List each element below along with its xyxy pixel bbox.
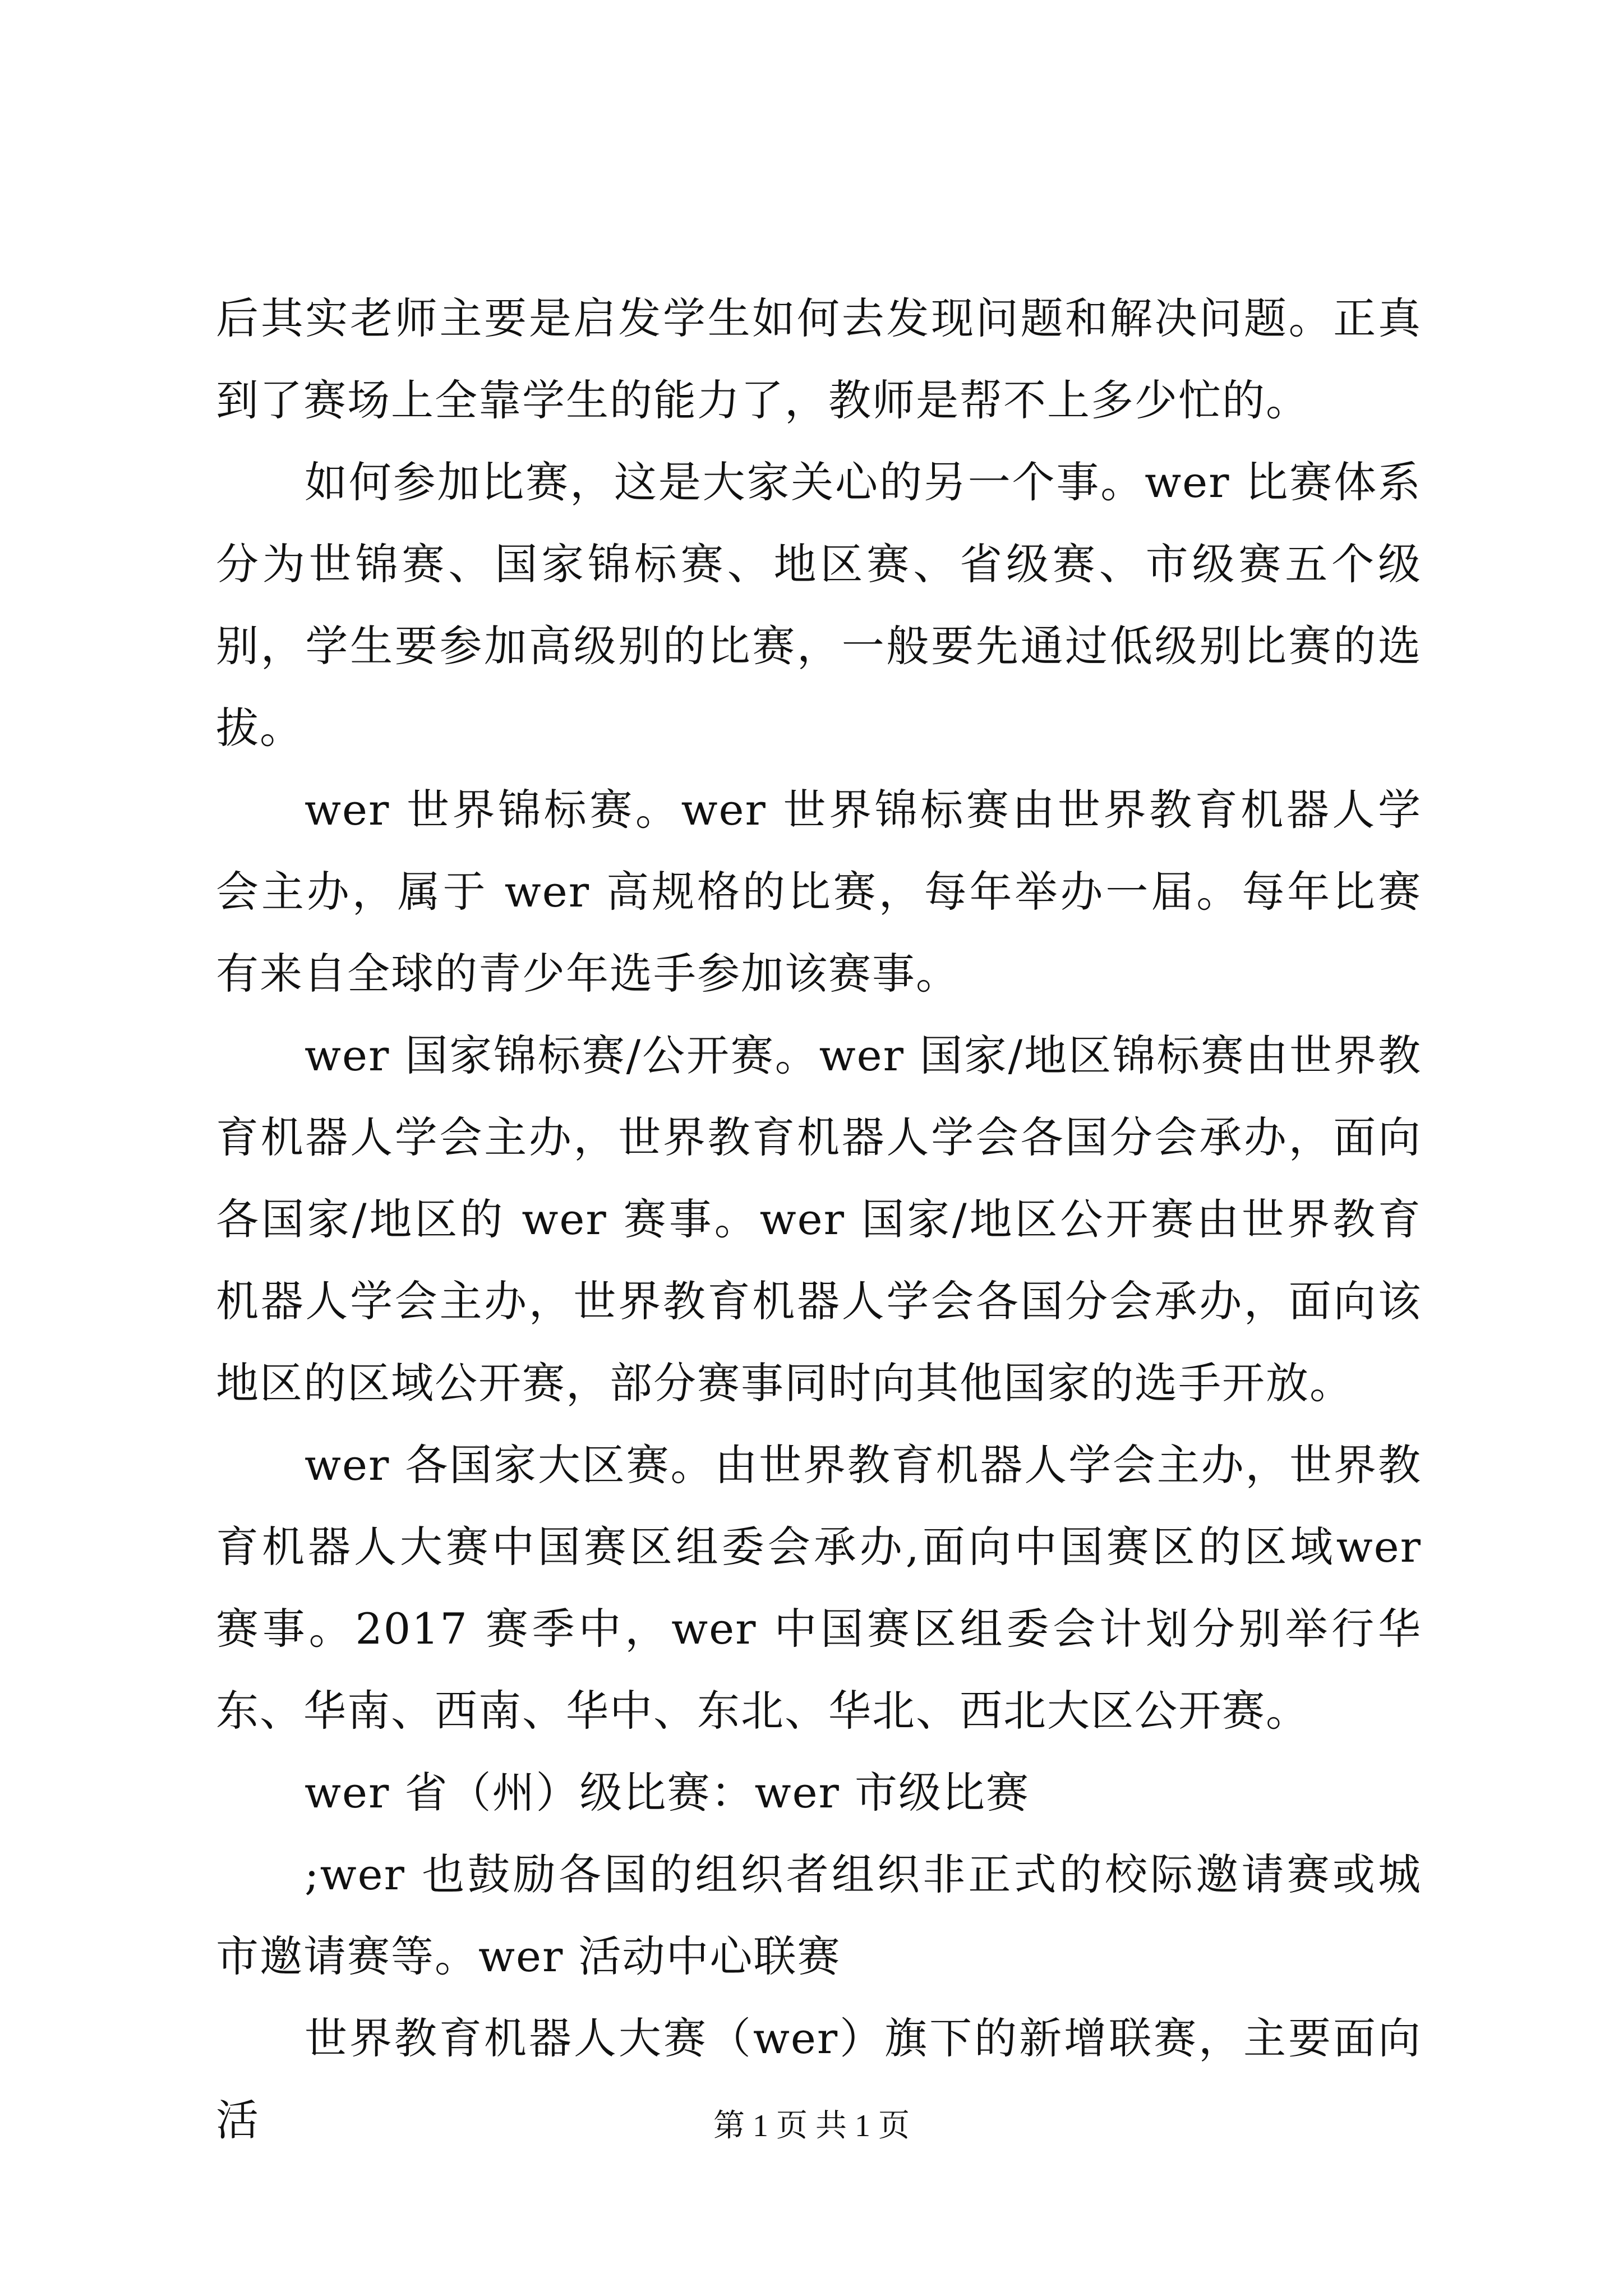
paragraph-6: wer 省（州）级比赛：wer 市级比赛 — [305, 1768, 1030, 1818]
paragraph-1: 后其实老师主要是启发学生如何去发现问题和解决问题。正真到了赛场上全靠学生的能力了，教师是帮不上多少忙的。 — [216, 293, 1422, 425]
page-number-footer: 第 1 页 共 1 页 — [713, 2109, 910, 2143]
paragraph-2: 如何参加比赛，这是大家关心的另一个事。wer 比赛体系分为世锦赛、国家锦标赛、地区赛、省级赛、市级赛五个级别，学生要参加高级别的比赛，一般要先通过低级别比赛的选拔。 — [216, 457, 1422, 753]
paragraph-8: 世界教育机器人大赛（wer）旗下的新增联赛，主要面向活 — [216, 2013, 1422, 2145]
paragraph-7: ;wer 也鼓励各国的组织者组织非正式的校际邀请赛或城市邀请赛等。wer 活动中心联赛 — [216, 1849, 1422, 1981]
document-body — [216, 278, 1422, 2161]
paragraph-3: wer 世界锦标赛。wer 世界锦标赛由世界教育机器人学会主办，属于 wer 高规格的比赛，每年举办一届。每年比赛有来自全球的青少年选手参加该赛事。 — [216, 785, 1422, 999]
paragraph-5: wer 各国家大区赛。由世界教育机器人学会主办，世界教育机器人大赛中国赛区组委会承办,面向中国赛区的区域wer 赛事。2017 赛季中，wer 中国赛区组委会计划分别举行华东、华南、西南、华中、东北、华北、西北大区公开赛。 — [216, 1440, 1422, 1736]
paragraph-4: wer 国家锦标赛/公开赛。wer 国家/地区锦标赛由世界教育机器人学会主办，世界教育机器人学会各国分会承办，面向各国家/地区的 wer 赛事。wer 国家/地区公开赛由世界教育机器人学会主办，世界教育机器人学会各国分会承办，面向该地区的区域公开赛，部分赛事同时向其他国家的选手开放。 — [216, 1030, 1422, 1408]
